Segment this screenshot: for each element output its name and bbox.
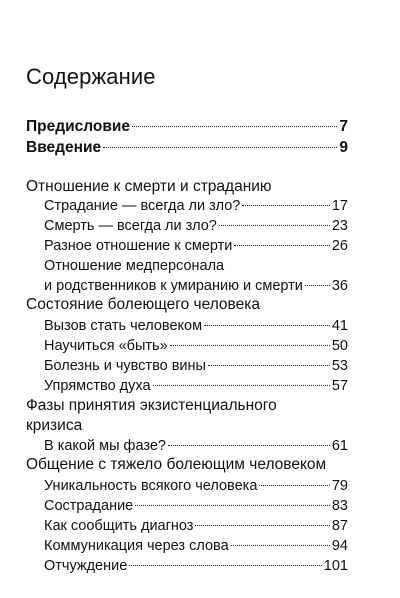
dot-leader bbox=[168, 445, 330, 446]
dot-leader bbox=[234, 245, 329, 246]
dot-leader bbox=[242, 205, 329, 206]
toc-entry[interactable] bbox=[44, 478, 348, 494]
dot-leader bbox=[259, 485, 329, 486]
dot-leader bbox=[135, 505, 330, 506]
dot-leader bbox=[195, 525, 329, 526]
toc-entry[interactable] bbox=[44, 278, 348, 294]
toc-page-number: 57 bbox=[331, 378, 348, 394]
toc-entry-label: Разное отношение к смерти bbox=[44, 238, 233, 254]
toc-section-heading[interactable]: Фазы принятия экзистенциального bbox=[26, 397, 277, 414]
toc-page-number: 50 bbox=[331, 338, 348, 354]
dot-leader bbox=[103, 147, 337, 148]
toc-entry[interactable] bbox=[44, 518, 348, 534]
toc-page-number: 7 bbox=[339, 118, 348, 135]
toc-entry[interactable] bbox=[44, 558, 348, 574]
toc-page-number: 41 bbox=[331, 318, 348, 334]
toc-entry[interactable] bbox=[44, 438, 348, 454]
toc-entry[interactable] bbox=[44, 358, 348, 374]
toc-entry-label: Предисловие bbox=[26, 118, 131, 135]
toc-page-number: 101 bbox=[323, 558, 348, 574]
toc-entry-preface[interactable] bbox=[26, 118, 348, 136]
toc-entry-label: и родственников к умиранию и смерти bbox=[44, 278, 303, 294]
toc-entry-label-line1: Отношение медперсонала bbox=[44, 258, 225, 274]
toc-page-number: 94 bbox=[331, 538, 348, 554]
dot-leader bbox=[219, 225, 330, 226]
dot-leader bbox=[204, 325, 330, 326]
toc-page-number: 36 bbox=[331, 278, 348, 294]
toc-page-number: 53 bbox=[331, 358, 348, 374]
toc-section-heading[interactable]: Состояние болеющего человека bbox=[26, 296, 260, 313]
dot-leader bbox=[170, 345, 330, 346]
toc-section-heading[interactable]: Отношение к смерти и страданию bbox=[26, 178, 272, 195]
toc-page-number: 17 bbox=[331, 198, 348, 214]
toc-entry[interactable] bbox=[44, 378, 348, 394]
dot-leader bbox=[305, 285, 330, 286]
toc-entry-label: Болезнь и чувство вины bbox=[44, 358, 206, 374]
toc-entry[interactable] bbox=[44, 238, 348, 254]
toc-entry-label: Вызов стать человеком bbox=[44, 318, 203, 334]
toc-page-number: 83 bbox=[331, 498, 348, 514]
dot-leader bbox=[153, 385, 330, 386]
toc-entry[interactable] bbox=[44, 538, 348, 554]
toc-entry-label: Введение bbox=[26, 139, 102, 156]
toc-entry-label: Коммуникация через слова bbox=[44, 538, 229, 554]
toc-page-number: 26 bbox=[331, 238, 348, 254]
dot-leader bbox=[132, 126, 337, 127]
toc-section-heading[interactable]: Общение с тяжело болеющим человеком bbox=[26, 456, 327, 473]
dot-leader bbox=[231, 545, 330, 546]
toc-entry-label: Уникальность всякого человека bbox=[44, 478, 258, 494]
toc-page-number: 87 bbox=[331, 518, 348, 534]
toc-entry-label: Отчуждение bbox=[44, 558, 128, 574]
toc-entry-label: Научиться «быть» bbox=[44, 338, 168, 354]
toc-page-number: 61 bbox=[331, 438, 348, 454]
toc-entry-label: В какой мы фазе? bbox=[44, 438, 166, 454]
dot-leader bbox=[208, 365, 330, 366]
toc-entry-introduction[interactable] bbox=[26, 139, 348, 157]
toc-entry-label: Сострадание bbox=[44, 498, 134, 514]
toc-entry-label: Смерть — всегда ли зло? bbox=[44, 218, 217, 234]
toc-section-heading-line2: кризиса bbox=[26, 417, 83, 434]
toc-entry[interactable] bbox=[44, 338, 348, 354]
page-title: Содержание bbox=[26, 64, 156, 89]
toc-entry[interactable] bbox=[44, 218, 348, 234]
toc-entry[interactable] bbox=[44, 318, 348, 334]
toc-entry-label: Страдание — всегда ли зло? bbox=[44, 198, 241, 214]
dot-leader bbox=[129, 565, 322, 566]
toc-page-number: 79 bbox=[331, 478, 348, 494]
toc-entry-label: Как сообщить диагноз bbox=[44, 518, 194, 534]
toc-page-number: 23 bbox=[331, 218, 348, 234]
toc-entry-label: Упрямство духа bbox=[44, 378, 151, 394]
toc-entry[interactable] bbox=[44, 198, 348, 214]
toc-page-number: 9 bbox=[339, 139, 348, 156]
toc-entry[interactable] bbox=[44, 498, 348, 514]
